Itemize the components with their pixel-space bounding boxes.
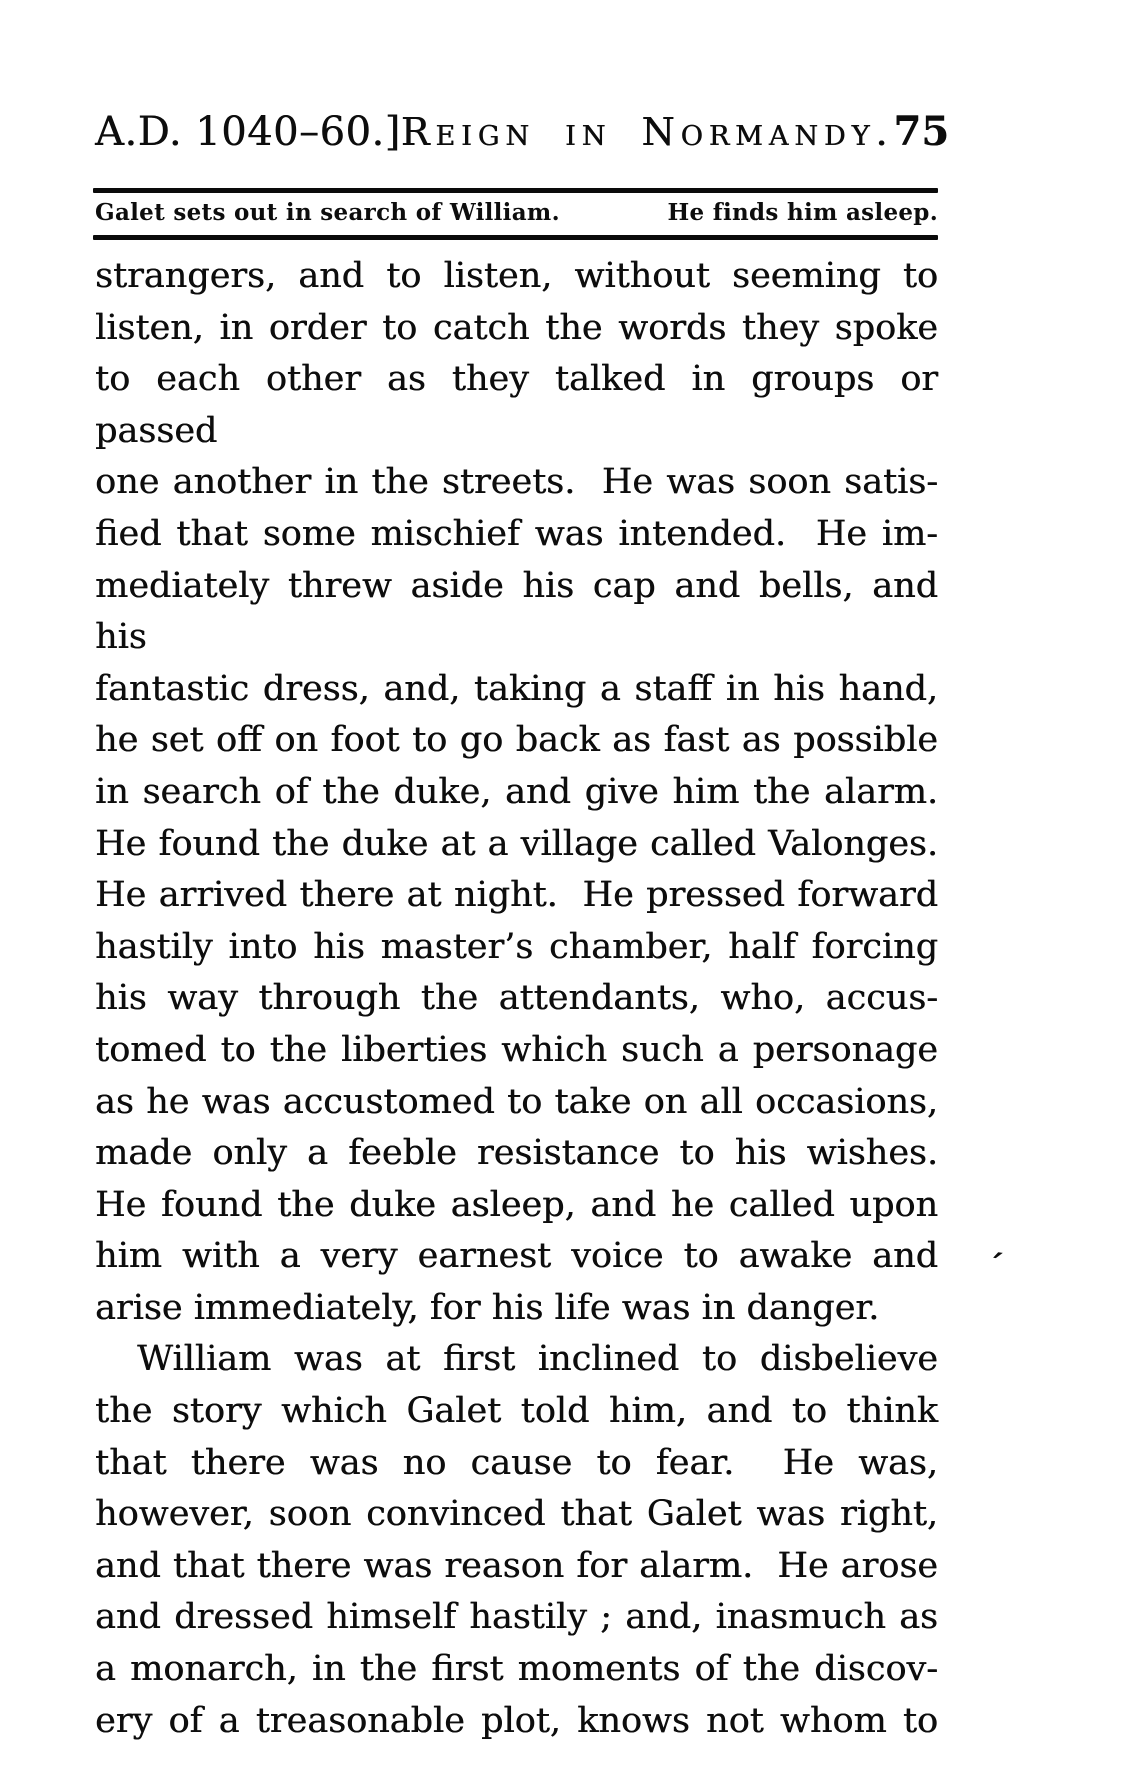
text-line: hastily into his master’s chamber, half forcing: [95, 926, 938, 967]
header-rule-bottom: [93, 235, 938, 240]
text-line: fantastic dress, and, taking a staff in his hand,: [95, 668, 938, 709]
text-line: and that there was reason for alarm. He arose: [95, 1545, 938, 1586]
paragraph: [95, 1334, 938, 1747]
text-line: however, soon convinced that Galet was right,: [95, 1494, 938, 1535]
page-body: [95, 251, 938, 1747]
text-line: in search of the duke, and give him the alarm.: [95, 771, 938, 812]
running-head-right: He finds him asleep.: [667, 199, 938, 226]
paragraph: [95, 251, 938, 1334]
text-line: strangers, and to listen, without seeming to: [95, 256, 938, 296]
text-line: He found the duke asleep, and he called upon: [95, 1184, 938, 1225]
text-line: a monarch, in the first moments of the discov-: [95, 1649, 938, 1690]
text-line: he set off on foot to go back as fast as possible: [95, 720, 938, 761]
page-title: Reign in Normandy.: [400, 110, 894, 154]
header-rule-top: [93, 188, 938, 193]
text-line: listen, in order to catch the words they spoke: [95, 307, 938, 348]
text-line: fied that some mischief was intended. He im-: [95, 513, 938, 554]
text-line: arise immediately, for his life was in danger.: [95, 1287, 880, 1328]
text-line: He found the duke at a village called Valonges.: [95, 823, 938, 864]
text-line: William was at first inclined to disbelieve: [137, 1339, 938, 1380]
text-line: mediately threw aside his cap and bells, and his: [95, 565, 938, 658]
running-head-left: Galet sets out in search of William.: [95, 199, 560, 226]
margin-tick-mark: ˊ: [983, 1247, 1006, 1289]
text-line: He arrived there at night. He pressed forward: [95, 875, 938, 916]
page-number: 75: [893, 108, 950, 155]
text-line: his way through the attendants, who, accus-: [95, 978, 938, 1019]
text-line: ery of a treasonable plot, knows not whom to: [95, 1700, 938, 1741]
text-line: and dressed himself hastily ; and, inasmuch as: [95, 1597, 938, 1638]
running-heads: [95, 199, 938, 226]
text-line: as he was accustomed to take on all occasions,: [95, 1081, 938, 1122]
text-line: to each other as they talked in groups or passed: [95, 359, 938, 451]
page-header: [95, 108, 950, 155]
text-line: him with a very earnest voice to awake and: [95, 1236, 938, 1277]
text-line: one another in the streets. He was soon satis-: [95, 462, 938, 503]
text-line: the story which Galet told him, and to think: [95, 1391, 938, 1432]
header-date-range: A.D. 1040–60.]: [95, 109, 401, 155]
text-line: tomed to the liberties which such a personage: [95, 1029, 938, 1070]
text-line: made only a feeble resistance to his wishes.: [95, 1133, 938, 1174]
text-line: that there was no cause to fear. He was,: [95, 1442, 938, 1483]
